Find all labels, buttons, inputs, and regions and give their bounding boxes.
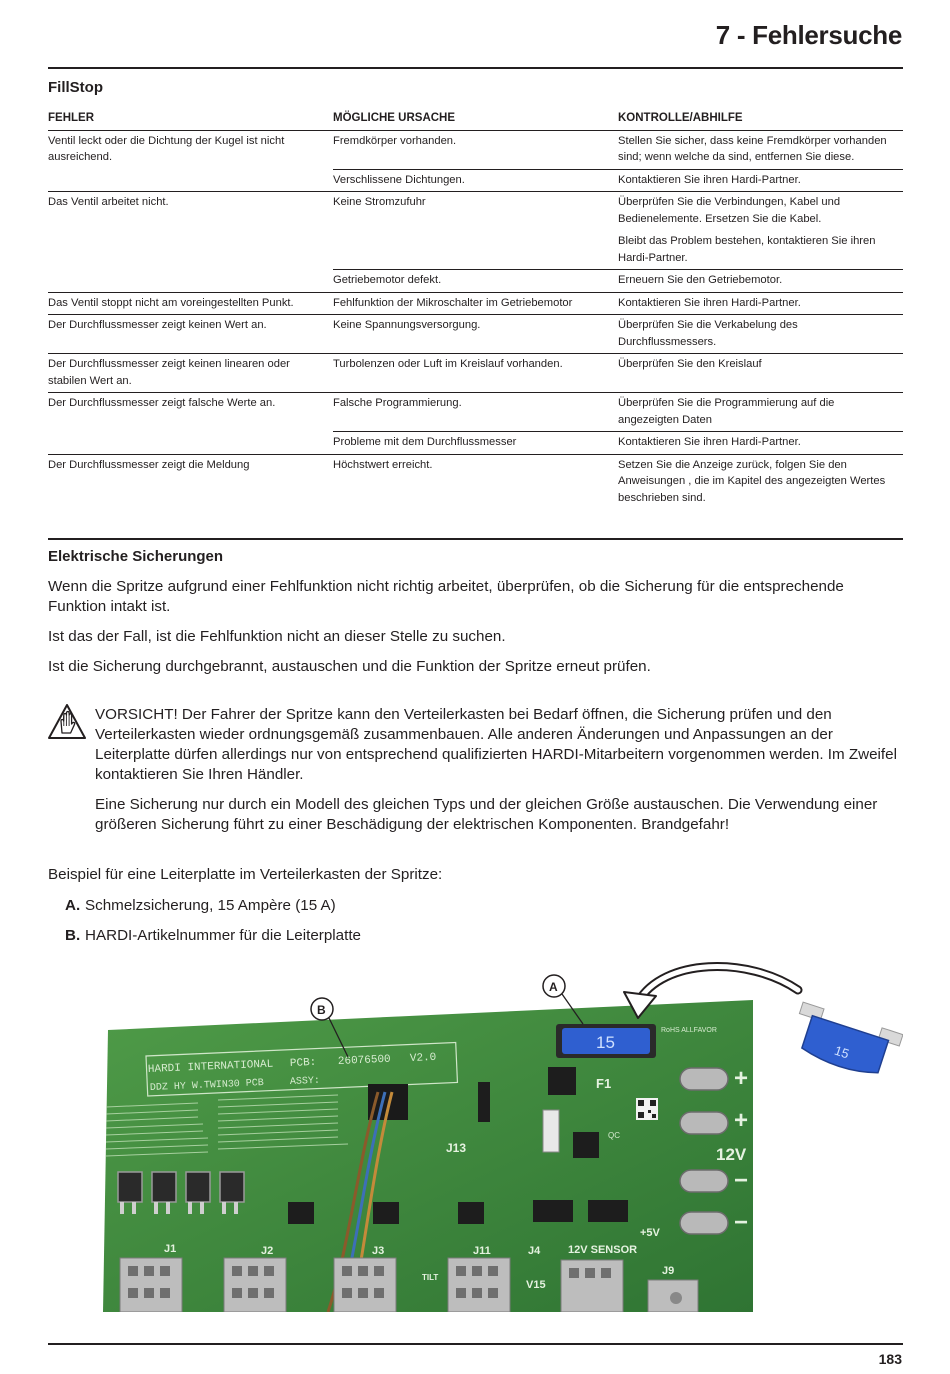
table-row (48, 130, 903, 169)
j4-label: J4 (528, 1245, 541, 1257)
cause-cell: Getriebemotor defekt. (333, 270, 618, 293)
remedy-cell: Setzen Sie die Anzeige zurück, folgen Sie den Anweisungen , die im Kapitel des angezeigten Wertes beschrieben sind. (618, 454, 903, 509)
table-row (48, 393, 903, 432)
table-row (48, 315, 903, 354)
v15-label: V15 (526, 1279, 546, 1291)
fault-cell: Der Durchflussmesser zeigt keinen Wert an. (48, 315, 333, 354)
list-letter: A. (65, 897, 81, 914)
remedy-cell: Erneuern Sie den Getriebemotor. (618, 270, 903, 293)
pcb-number: 26076500 (337, 1053, 391, 1068)
remedy-cell: Überprüfen Sie die Programmierung auf die angezeigten Daten (618, 393, 903, 432)
table-row (48, 192, 903, 270)
fuses-paragraph: Ist das der Fall, ist die Fehlfunktion nicht an dieser Stelle zu suchen. (48, 628, 506, 645)
callout-b-label: B (317, 1003, 326, 1017)
installed-fuse-rating: 15 (596, 1033, 615, 1052)
column-header-cause: MÖGLICHE URSACHE (333, 108, 618, 130)
rohs-label: RoHS ALLFAVOR (661, 1027, 717, 1034)
tilt-label: TILT (422, 1273, 439, 1282)
fuse-label: F1 (596, 1076, 612, 1091)
sensor-label: 12V SENSOR (568, 1244, 638, 1256)
table-row (48, 432, 903, 455)
replacement-fuse (788, 1002, 903, 1082)
table-row (48, 354, 903, 393)
remedy-cell: Kontaktieren Sie ihren Hardi-Partner. (618, 169, 903, 192)
cause-cell: Keine Stromzufuhr (333, 192, 618, 270)
fuses-paragraph: Ist die Sicherung durchgebrannt, austauschen und die Funktion der Spritze erneut prüfen. (48, 658, 651, 675)
replacement-fuse-rating: 15 (832, 1042, 852, 1062)
j3-label: J3 (372, 1245, 385, 1257)
remedy-cell: Überprüfen Sie die Verkabelung des Durchflussmessers. (618, 315, 903, 354)
fault-cell: Der Durchflussmesser zeigt die Meldung (48, 454, 333, 509)
fault-cell: Das Ventil arbeitet nicht. (48, 192, 333, 270)
plus-label: + (734, 1107, 749, 1134)
minus-label: − (734, 1209, 749, 1236)
list-item-b (65, 926, 361, 946)
plus-label: + (734, 1065, 749, 1092)
j9-label: J9 (662, 1265, 675, 1277)
list-item-a (65, 896, 336, 916)
fault-cell: Der Durchflussmesser zeigt falsche Werte an. (48, 393, 333, 432)
assy-label: ASSY: (289, 1075, 321, 1088)
fault-cell (48, 432, 333, 455)
fuses-paragraph: Wenn die Spritze aufgrund einer Fehlfunktion nicht richtig arbeitet, überprüfen, ob die Sicherung für die entsprechende Funktion intakt ist. (48, 578, 844, 615)
cause-cell: Fremdkörper vorhanden. (333, 134, 457, 147)
list-text: Schmelzsicherung, 15 Ampère (15 A) (85, 897, 336, 914)
example-intro: Beispiel für eine Leiterplatte im Verteilerkasten der Spritze: (48, 866, 443, 883)
fault-cell: Das Ventil stoppt nicht am voreingestellten Punkt. (48, 292, 333, 315)
caution-text: VORSICHT! Der Fahrer der Spritze kann den Verteilerkasten bei Bedarf öffnen, die Sicherung prüfen und den Verteilerkasten wieder ordnungsgemäß zusammenbauen. Alle anderen Änderungen und Anpassungen an der Leiterplatte dürfen allerdings nur von entsprechend qualifizierten HARDI-Mitarbeitern vorgenommen werden. Im Zweifel kontaktieren Sie Ihren Händler. (95, 706, 897, 783)
caution-hand-icon (48, 704, 86, 740)
remedy-paragraph: Bleibt das Problem bestehen, kontaktieren Sie ihren Hardi-Partner. (618, 235, 876, 264)
remedy-cell: Kontaktieren Sie ihren Hardi-Partner. (618, 292, 903, 315)
voltage-label: 12V (716, 1145, 747, 1164)
table-row (48, 270, 903, 293)
board-model: DDZ HY W.TWIN30 PCB (149, 1078, 265, 1094)
table-row (48, 292, 903, 315)
table-row (48, 454, 903, 509)
remedy-cell: Überprüfen Sie den Kreislauf (618, 354, 903, 393)
footer-rule (48, 1343, 903, 1345)
pcb-label: PCB: (289, 1056, 317, 1070)
chapter-title: 7 - Fehlersuche (715, 20, 902, 50)
column-header-fault: FEHLER (48, 108, 333, 130)
fillstop-fault-table (48, 108, 903, 509)
fault-cell (48, 169, 333, 192)
section-rule (48, 538, 903, 540)
fillstop-title: FillStop (48, 79, 103, 96)
plus-5v-label: +5V (640, 1227, 660, 1239)
cause-cell: Verschlissene Dichtungen. (333, 169, 618, 192)
list-text: HARDI-Artikelnummer für die Leiterplatte (85, 927, 362, 944)
cause-cell: Probleme mit dem Durchflussmesser (333, 432, 618, 455)
qc-label: QC (608, 1131, 620, 1140)
pcb-version: V2.0 (409, 1051, 437, 1065)
fault-cell (48, 270, 333, 293)
caution-text: Eine Sicherung nur durch ein Modell des gleichen Typs und der gleichen Größe austauschen. Die Verwendung einer größeren Sicherung führt zu einer Beschädigung der elektrischen Komponenten. Brandgefahr! (95, 796, 878, 833)
cause-cell: Keine Spannungsversorgung. (333, 315, 618, 354)
list-letter: B. (65, 927, 81, 944)
pcb-figure (48, 962, 903, 1312)
j11-label: J11 (473, 1245, 491, 1257)
fault-cell: Ventil leckt oder die Dichtung der Kugel ist nicht ausreichend. (48, 134, 285, 163)
j1-label: J1 (164, 1243, 177, 1255)
column-header-remedy: KONTROLLE/ABHILFE (618, 108, 903, 130)
cause-cell: Höchstwert erreicht. (333, 454, 618, 509)
remedy-paragraph: Überprüfen Sie die Verbindungen, Kabel und Bedienelemente. Ersetzen Sie die Kabel. (618, 196, 841, 225)
cause-cell: Turbolenzen oder Luft im Kreislauf vorhanden. (333, 354, 618, 393)
cause-cell: Falsche Programmierung. (333, 393, 618, 432)
remedy-cell (618, 192, 903, 270)
remedy-cell: Kontaktieren Sie ihren Hardi-Partner. (618, 432, 903, 455)
table-header-row (48, 108, 903, 130)
j13-label: J13 (446, 1141, 467, 1155)
remedy-cell: Stellen Sie sicher, dass keine Fremdkörper vorhanden sind; wenn welche da sind, entfernen Sie diese. (618, 134, 887, 163)
header-rule (48, 67, 903, 69)
board-name: HARDI INTERNATIONAL (147, 1058, 274, 1076)
cause-cell: Fehlfunktion der Mikroschalter im Getriebemotor (333, 292, 618, 315)
table-row (48, 169, 903, 192)
j2-label: J2 (261, 1245, 274, 1257)
fault-cell: Der Durchflussmesser zeigt keinen linearen oder stabilen Wert an. (48, 354, 333, 393)
minus-label: − (734, 1167, 749, 1194)
page-number: 183 (878, 1351, 902, 1367)
callout-a-label: A (549, 980, 558, 994)
fuses-title: Elektrische Sicherungen (48, 548, 224, 565)
